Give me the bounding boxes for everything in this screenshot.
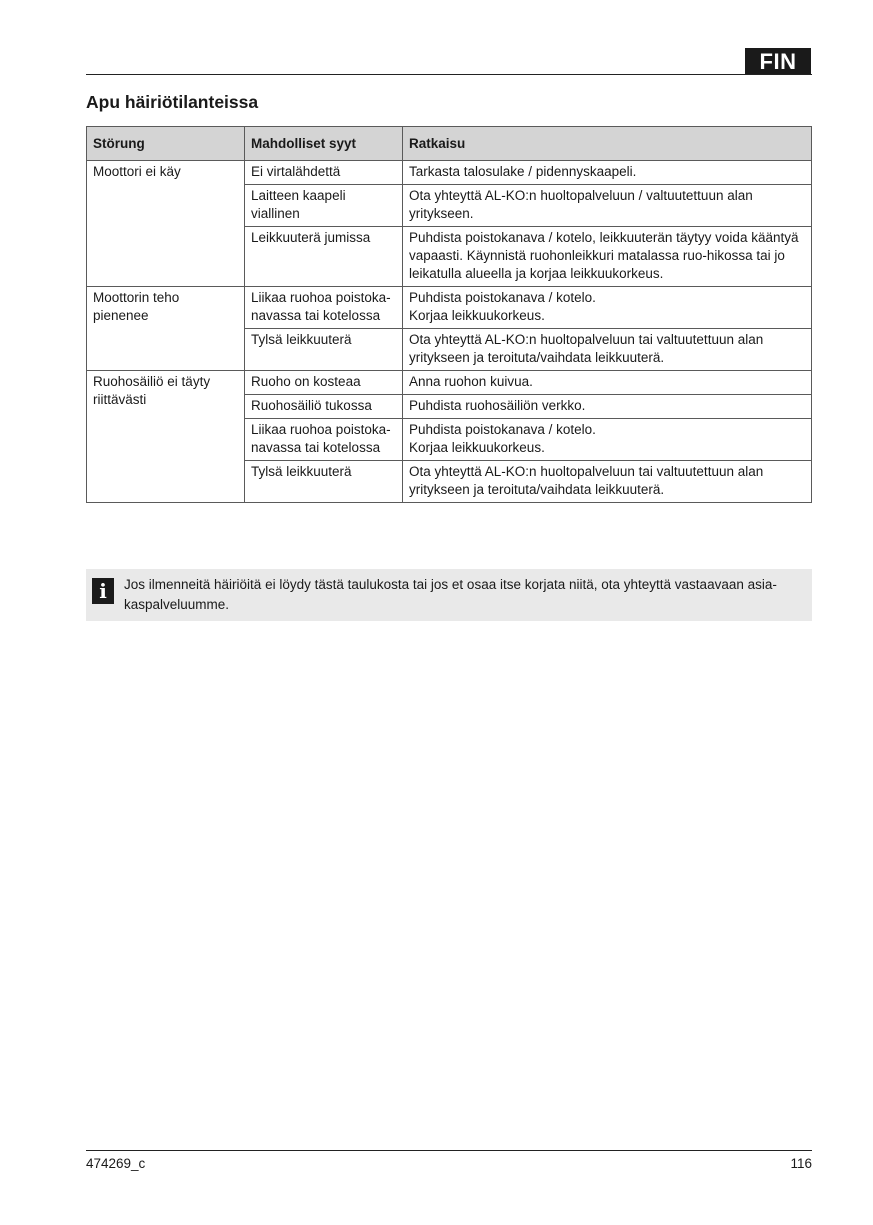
- cause-cell: Ruoho on kosteaa: [245, 371, 403, 395]
- notice-text: Jos ilmenneitä häiriöitä ei löydy tästä taulukosta tai jos et osaa itse korjata niitä, ota yhteyttä vastaavaan asia-kaspalveluumme.: [124, 577, 777, 612]
- cause-cell: Liikaa ruohoa poistoka-navassa tai kotelossa: [245, 287, 403, 329]
- cause-cell: Liikaa ruohoa poistoka-navassa tai kotelossa: [245, 419, 403, 461]
- cause-cell: Ruohosäiliö tukossa: [245, 395, 403, 419]
- cause-cell: Tylsä leikkuuterä: [245, 329, 403, 371]
- solution-cell: Ota yhteyttä AL-KO:n huoltopalveluun tai valtuutettuun alan yritykseen ja teroituta/vaihdata leikkuuterä.: [403, 461, 812, 503]
- info-icon: i: [92, 578, 114, 604]
- fault-cell: Moottori ei käy: [87, 161, 245, 287]
- solution-cell: Puhdista poistokanava / kotelo. Korjaa leikkuukorkeus.: [403, 419, 812, 461]
- fault-cell: Moottorin teho pienenee: [87, 287, 245, 371]
- page-number: 116: [790, 1156, 812, 1171]
- cause-cell: Laitteen kaapeli viallinen: [245, 185, 403, 227]
- solution-cell: Puhdista poistokanava / kotelo, leikkuuterän täytyy voida kääntyä vapaasti. Käynnistä ruohonleikkuri matalassa ruo-hikossa tai jo leikatulla alueella ja korjaa leikkuukorkeus.: [403, 227, 812, 287]
- fault-cell: Ruohosäiliö ei täyty riittävästi: [87, 371, 245, 503]
- table-row: [87, 287, 812, 329]
- table-header-row: [87, 127, 812, 161]
- solution-cell: Tarkasta talosulake / pidennyskaapeli.: [403, 161, 812, 185]
- table-body: [87, 161, 812, 503]
- troubleshooting-table: [86, 126, 812, 503]
- column-header-cause: Mahdolliset syyt: [245, 127, 403, 161]
- table-row: [87, 371, 812, 395]
- cause-cell: Ei virtalähdettä: [245, 161, 403, 185]
- solution-cell: Puhdista ruohosäiliön verkko.: [403, 395, 812, 419]
- table-row: [87, 161, 812, 185]
- section-title: Apu häiriötilanteissa: [86, 92, 259, 112]
- info-notice: [86, 569, 812, 621]
- footer-divider: [86, 1150, 812, 1151]
- solution-cell: Ota yhteyttä AL-KO:n huoltopalveluun / valtuutettuun alan yritykseen.: [403, 185, 812, 227]
- solution-cell: Puhdista poistokanava / kotelo. Korjaa leikkuukorkeus.: [403, 287, 812, 329]
- column-header-fault: Störung: [87, 127, 245, 161]
- document-id: 474269_c: [86, 1156, 146, 1171]
- cause-cell: Leikkuuterä jumissa: [245, 227, 403, 287]
- language-badge: FIN: [745, 48, 811, 75]
- solution-cell: Anna ruohon kuivua.: [403, 371, 812, 395]
- column-header-solution: Ratkaisu: [403, 127, 812, 161]
- header-divider: [86, 74, 812, 75]
- solution-cell: Ota yhteyttä AL-KO:n huoltopalveluun tai valtuutettuun alan yritykseen ja teroituta/vaihdata leikkuuterä.: [403, 329, 812, 371]
- cause-cell: Tylsä leikkuuterä: [245, 461, 403, 503]
